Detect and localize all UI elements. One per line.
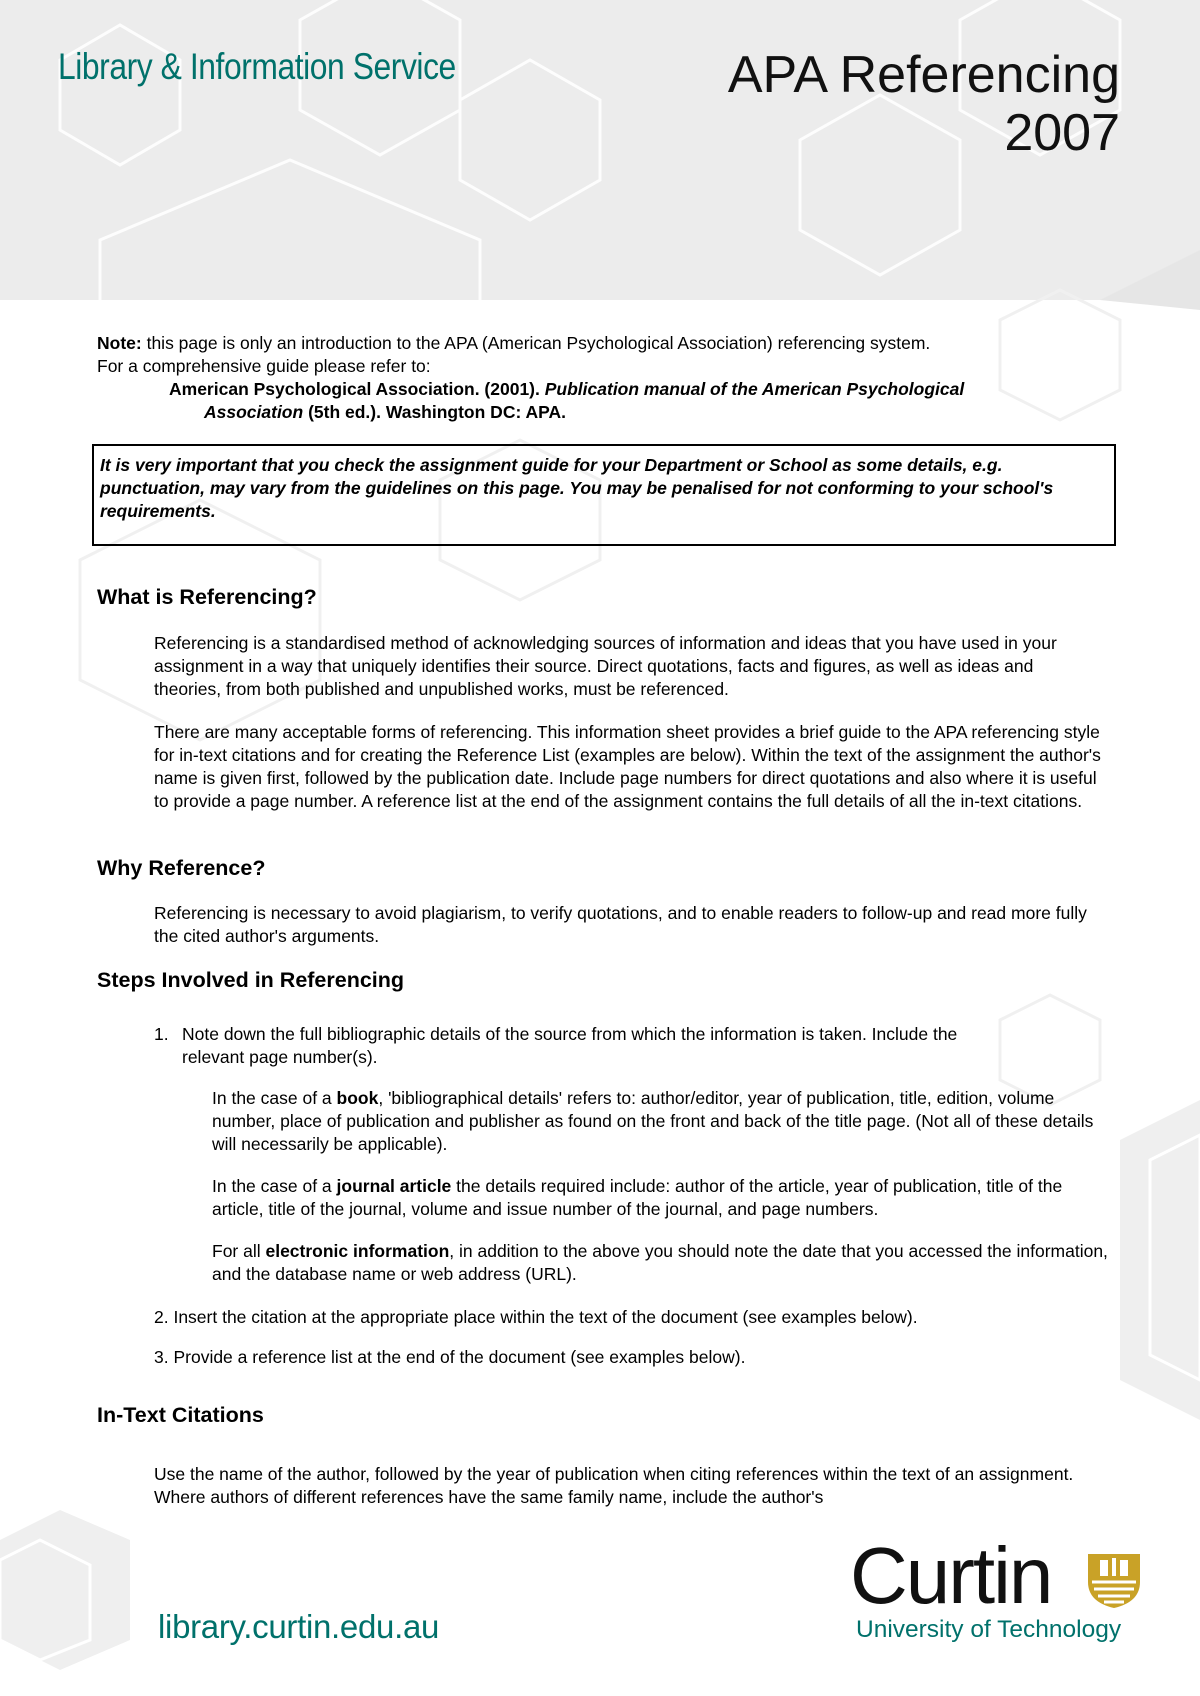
service-name-heading: Library & Information Service bbox=[58, 46, 456, 87]
reference-author: American Psychological Association. (2001). bbox=[169, 379, 545, 399]
electronic-post: , in addition to the above you should note the date that you accessed the information, and the database name or web address (URL). bbox=[212, 1241, 1108, 1284]
note-text-1: this page is only an introduction to the APA (American Psychological Association) referencing system. bbox=[141, 333, 931, 353]
page-title bbox=[620, 46, 1120, 162]
book-pre: In the case of a bbox=[212, 1088, 337, 1108]
curtin-crest-icon bbox=[1086, 1552, 1142, 1610]
heading-what-is-referencing: What is Referencing? bbox=[97, 585, 317, 609]
curtin-logo-subtitle: University of Technology bbox=[856, 1616, 1122, 1643]
step-1-text-cont: relevant page number(s). bbox=[182, 1047, 378, 1067]
step-2: 2. Insert the citation at the appropriate place within the text of the document (see examples below). bbox=[154, 1307, 918, 1327]
what-paragraph-2: There are many acceptable forms of referencing. This information sheet provides a brief guide to the APA referencing style for in-text citations and for creating the Reference List (examples are below). Within the text of the assignment the author's name is given first, followed by the publication date. Include page numbers for direct quotations and also where it is useful to provide a page number. A reference list at the end of the assignment contains the full details of all the in-text citations. bbox=[154, 722, 1101, 811]
why-paragraph-1: Referencing is necessary to avoid plagiarism, to verify quotations, and to enable readers to follow-up and read more fully the cited author's arguments. bbox=[154, 903, 1087, 946]
reference-title: Publication manual of the American Psychological bbox=[544, 379, 965, 399]
important-warning-box: It is very important that you check the assignment guide for your Department or School as some details, e.g. punctuation, may vary from the guidelines on this page. You may be penalised for not conforming to your school's requirements. bbox=[92, 444, 1116, 546]
journal-post: the details required include: author of the article, year of publication, title of the article, title of the journal, volume and issue number of the journal, and page numbers. bbox=[212, 1176, 1063, 1219]
journal-pre: In the case of a bbox=[212, 1176, 337, 1196]
step-1-book-details bbox=[212, 1087, 1112, 1156]
journal-bold: journal article bbox=[336, 1176, 452, 1196]
what-paragraph-1: Referencing is a standardised method of acknowledging sources of information and ideas that you have used in your assignment in a way that uniquely identifies their source. Direct quotations, facts and figures, as well as ideas and theories, from both published and unpublished works, must be referenced. bbox=[154, 633, 1057, 699]
electronic-bold: electronic information bbox=[265, 1241, 450, 1261]
step-3: 3. Provide a reference list at the end of the document (see examples below). bbox=[154, 1347, 746, 1367]
title-line-1: APA Referencing bbox=[727, 46, 1120, 104]
step-1-number: 1. bbox=[154, 1024, 169, 1044]
heading-steps: Steps Involved in Referencing bbox=[97, 968, 405, 992]
note-text-2: For a comprehensive guide please refer to: bbox=[97, 356, 431, 376]
step-1-journal-details bbox=[212, 1175, 1112, 1221]
in-text-paragraph-1: Use the name of the author, followed by the year of publication when citing references within the text of an assignment. Where authors of different references have the same family name, include the author's bbox=[154, 1464, 1074, 1507]
step-1-electronic-details bbox=[212, 1240, 1112, 1286]
heading-why-reference: Why Reference? bbox=[97, 856, 266, 880]
intro-note bbox=[97, 332, 1107, 424]
library-website-url[interactable]: library.curtin.edu.au bbox=[158, 1608, 440, 1645]
reference-rest: (5th ed.). Washington DC: APA. bbox=[303, 402, 567, 422]
electronic-pre: For all bbox=[212, 1241, 266, 1261]
heading-in-text-citations: In-Text Citations bbox=[97, 1403, 264, 1427]
reference-title-cont: Association bbox=[204, 402, 304, 422]
title-line-2: 2007 bbox=[1004, 104, 1120, 162]
book-bold: book bbox=[336, 1088, 379, 1108]
book-post: , 'bibliographical details' refers to: author/editor, year of publication, title, edition, volume number, place of publication and publisher as found on the front and back of the title page. (Not all of these details will necessarily be applicable). bbox=[212, 1088, 1094, 1154]
step-1 bbox=[154, 1023, 1114, 1069]
step-1-text: Note down the full bibliographic details of the source from which the information is taken. Include the bbox=[182, 1024, 958, 1044]
note-label: Note: bbox=[97, 333, 142, 353]
curtin-logo-wordmark: Curtin bbox=[850, 1531, 1052, 1620]
